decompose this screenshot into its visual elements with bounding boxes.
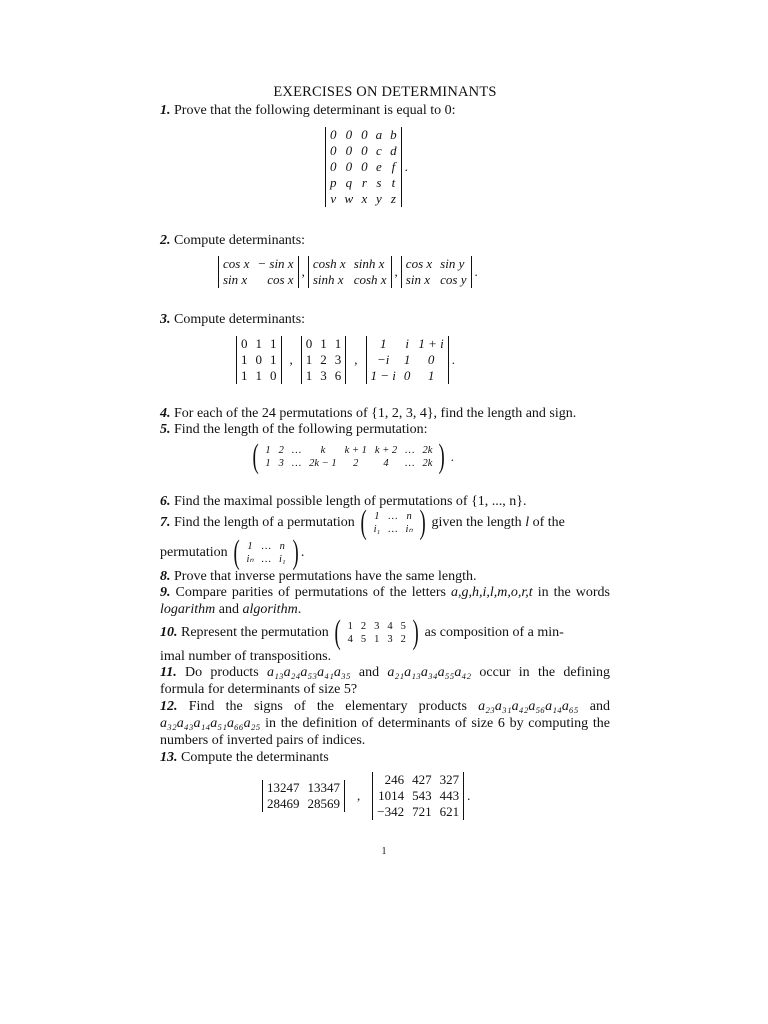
matrix-entry: y: [376, 191, 382, 206]
elementary-product: a₂₁a₁₃a₃₄a₅₅a₄₂: [387, 665, 472, 680]
exercise-9: [160, 584, 610, 618]
matrix-entry: …: [291, 445, 302, 456]
matrix-entry: …: [291, 458, 302, 469]
matrix-entry: 0: [305, 336, 313, 351]
matrix-row: [242, 553, 289, 566]
matrix-entry: iₙ: [246, 554, 254, 565]
matrix-row: [373, 788, 464, 804]
matrix-entry: 1: [403, 352, 411, 367]
determinant-3x3-a: [236, 336, 282, 384]
elementary-product: a₃₂a₄₃a₁₄a₅₁a₆₆a₂₅: [160, 716, 261, 731]
exercise-text: Compare parities of permutations of the letters: [170, 585, 451, 600]
matrix-entry: d: [390, 143, 397, 158]
matrix-entry: 0: [270, 368, 277, 383]
exercise-text: Prove that inverse permutations have the same length.: [170, 569, 477, 584]
matrix-entry: 0: [241, 336, 248, 351]
exercise-number: 10.: [160, 625, 178, 641]
exercise-text: Prove that the following determinant is equal to 0:: [170, 103, 456, 118]
exercise-text: Find the maximal possible length of permutations of {1, ..., n}.: [170, 494, 527, 509]
matrix-entry: 2k − 1: [309, 458, 337, 469]
exercise-5: [160, 421, 610, 438]
matrix-entry: 443: [439, 788, 460, 803]
matrix-entry: k: [320, 445, 326, 456]
matrix-row: [366, 368, 448, 384]
matrix-row: [263, 780, 345, 796]
matrix-entry: 1: [427, 368, 435, 383]
matrix-entry: 1: [374, 511, 380, 522]
matrix-entry: 1: [255, 368, 262, 383]
matrix-entry: 543: [412, 788, 432, 803]
matrix-entry: r: [361, 175, 367, 190]
matrix-entry: 427: [412, 772, 432, 787]
exercise-text: Compute determinants:: [170, 312, 306, 327]
exercise-number: 9.: [160, 585, 171, 600]
matrix-entry: cosh x: [353, 272, 387, 287]
matrix-entry: 2: [360, 621, 367, 632]
matrix-entry: n: [279, 541, 285, 552]
letters: a,g,h,i,l,m,o,r,t: [451, 585, 533, 600]
matrix-entry: sinh x: [353, 256, 385, 271]
math-variable: l: [525, 515, 530, 531]
page-number: 1: [381, 846, 387, 857]
page-title: EXERCISES ON DETERMINANTS: [273, 84, 497, 100]
exercise-7-cont: permutation ( 1 … n iₙ … i₁ ) .: [160, 534, 305, 571]
matrix-entry: 1: [305, 352, 313, 367]
exercise-text: permutation: [160, 545, 228, 561]
matrix-entry: cos x: [267, 272, 294, 287]
matrix-entry: 0: [361, 127, 368, 142]
matrix-entry: f: [391, 159, 396, 174]
determinant-3x3-numeric: [372, 772, 464, 820]
matrix-entry: 5: [360, 634, 367, 645]
matrix-row: [370, 523, 417, 536]
matrix-row: [263, 796, 345, 812]
matrix-entry: i₁: [278, 554, 286, 565]
matrix-row: [326, 175, 402, 191]
matrix-entry: cos y: [440, 272, 467, 287]
exercise-12: [160, 698, 610, 749]
matrix-entry: n: [406, 511, 412, 522]
matrix-row: [401, 272, 471, 288]
matrix-row: [261, 444, 436, 457]
matrix-entry: z: [390, 191, 396, 206]
matrix-entry: …: [388, 511, 398, 522]
matrix-row: [366, 352, 448, 368]
matrix-entry: e: [376, 159, 382, 174]
matrix-row: [373, 804, 464, 820]
matrix-entry: 0: [330, 143, 337, 158]
matrix-entry: 1: [320, 336, 327, 351]
matrix-entry: i₁: [373, 524, 381, 535]
matrix-entry: 0: [427, 352, 435, 367]
matrix-entry: cos x: [223, 256, 250, 271]
matrix-entry: iₙ: [405, 524, 413, 535]
matrix-entry: 621: [439, 804, 460, 819]
matrix-entry: 5: [400, 621, 406, 632]
matrix-entry: 1: [241, 352, 248, 367]
matrix-entry: sin y: [440, 256, 465, 271]
matrix-entry: 0: [361, 159, 368, 174]
matrix-entry: 1: [241, 368, 248, 383]
matrix-row: [301, 368, 346, 384]
exercise-text: Do products: [176, 665, 267, 680]
matrix-entry: 4: [347, 634, 353, 645]
matrix-entry: 1: [265, 458, 271, 469]
matrix-row: [237, 352, 282, 368]
matrix-row: [326, 127, 402, 143]
matrix-entry: 327: [439, 772, 460, 787]
matrix-entry: 13247: [267, 780, 300, 795]
matrix-entry: 0: [345, 159, 353, 174]
matrix-entry: 3: [374, 621, 380, 632]
determinant-1: 0 0 0 a b 0 0 0 c d 0 0 0 e f p q r s t v w x y z.: [325, 127, 411, 207]
exercise-number: 6.: [160, 494, 171, 509]
exercise-3: [160, 311, 610, 328]
exercise-number: 1.: [160, 103, 171, 118]
matrix-entry: 2: [278, 445, 284, 456]
exercise-text: Find the length of the following permutation:: [170, 422, 428, 437]
exercise-text: of the: [529, 515, 565, 531]
determinant-2x2-numeric: [262, 780, 345, 812]
permutation-matrix: [261, 444, 436, 470]
matrix-row: [373, 772, 464, 788]
matrix-entry: 4: [387, 621, 393, 632]
matrix-row: [219, 272, 299, 288]
exercise-text: For each of the 24 permutations of {1, 2, 3, 4}, find the length and sign.: [170, 406, 577, 421]
exercise-text: imal number of transpositions.: [160, 649, 332, 664]
exercise-1: [160, 102, 610, 119]
determinant-3x3-complex: [366, 336, 449, 384]
matrix-entry: 2: [353, 458, 359, 469]
exercise-text: .: [297, 602, 302, 617]
exercise-text: occur in the defining formula for determinants of size 5?: [160, 665, 610, 697]
exercise-11: [160, 664, 610, 698]
matrix-row: [301, 336, 346, 352]
exercise-text: Compute determinants:: [170, 233, 306, 248]
matrix-entry: 2: [400, 634, 406, 645]
matrix-row: [237, 336, 282, 352]
matrix-entry: i: [405, 336, 409, 351]
exercise-text: Compute the determinants: [177, 750, 329, 765]
matrix-entry: v: [330, 191, 337, 206]
matrix-row: [344, 633, 410, 646]
determinant-mixed-trig: [401, 256, 472, 288]
matrix-row: [219, 256, 299, 272]
matrix-entry: 721: [412, 804, 432, 819]
exercise-text: in the words: [532, 585, 610, 600]
exercise-13: [160, 749, 610, 766]
exercise-number: 13.: [160, 750, 178, 765]
matrix-row: [301, 352, 346, 368]
matrix-entry: 2k: [422, 445, 433, 456]
exercise-number: 11.: [160, 665, 177, 680]
matrix-entry: −342: [377, 804, 405, 819]
exercise-10-cont: [160, 648, 610, 665]
determinant-hyperbolic: [308, 256, 392, 288]
matrix-entry: x: [361, 191, 368, 206]
matrix-row: [242, 540, 289, 553]
elementary-product: a₁₃a₂₄a₅₃a₄₁a₃₅: [266, 665, 351, 680]
exercise-7: 7. Find the length of a permutation ( 1 … n i₁ … iₙ ) given the length l of the: [160, 504, 565, 541]
matrix-entry: sin x: [405, 272, 430, 287]
matrix-entry: k + 1: [344, 445, 367, 456]
exercise-text: Find the signs of the elementary products: [177, 699, 479, 714]
matrix-row: [366, 336, 448, 352]
matrix-entry: 0: [330, 159, 337, 174]
matrix-entry: 246: [384, 772, 405, 787]
matrix-row: [237, 368, 282, 384]
exercise-2: [160, 232, 610, 249]
matrix-entry: 6: [334, 368, 342, 383]
matrix-entry: 1: [255, 336, 262, 351]
exercise-text: and: [578, 699, 610, 714]
matrix-entry: 3: [334, 352, 342, 367]
matrix-entry: 1: [265, 445, 271, 456]
matrix-row: [344, 620, 410, 633]
matrix-entry: q: [345, 175, 353, 190]
determinants-2: cos x − sin x sin x cos x,cosh x sinh x sinh x cosh x,cos x sin y sin x cos y.: [218, 256, 481, 288]
matrix-entry: t: [391, 175, 396, 190]
matrix-entry: 1: [270, 336, 277, 351]
matrix-entry: c: [376, 143, 382, 158]
matrix-entry: 1: [374, 634, 380, 645]
matrix-entry: sinh x: [312, 272, 344, 287]
word-logarithm: logarithm: [160, 602, 216, 617]
determinant-5x5: [325, 127, 402, 207]
exercise-4: [160, 405, 610, 422]
exercise-number: 2.: [160, 233, 171, 248]
matrix-entry: …: [261, 554, 271, 565]
permutation-matrix: [242, 540, 289, 566]
matrix-entry: 1: [247, 541, 253, 552]
matrix-entry: 1: [379, 336, 387, 351]
matrix-entry: k + 2: [374, 445, 398, 456]
matrix-entry: cosh x: [312, 256, 346, 271]
matrix-entry: sin x: [223, 272, 248, 287]
exercise-number: 4.: [160, 406, 171, 421]
exercise-number: 12.: [160, 699, 178, 714]
matrix-entry: − sin x: [257, 256, 294, 271]
matrix-entry: 3: [387, 634, 393, 645]
matrix-entry: 0: [345, 127, 353, 142]
matrix-row: [326, 159, 402, 175]
exercise-8: [160, 568, 610, 585]
permutation-matrix: [344, 620, 410, 646]
exercise-number: 5.: [160, 422, 171, 437]
exercise-text: in the definition of determinants of size 6 by computing the numbers of inverted pairs of indices.: [160, 716, 610, 748]
matrix-row: [308, 256, 391, 272]
matrix-entry: 4: [383, 458, 389, 469]
matrix-entry: 1014: [378, 788, 405, 803]
matrix-entry: −i: [377, 352, 390, 367]
matrix-entry: 2k: [422, 458, 433, 469]
matrix-entry: 1: [347, 621, 353, 632]
matrix-entry: 2: [320, 352, 327, 367]
matrix-row: [326, 143, 402, 159]
matrix-entry: cos x: [405, 256, 433, 271]
determinants-13: 13247 13347 28469 28569,246 427 327 1014 543 443 −342 721 621.: [262, 772, 473, 820]
determinants-3: 0 1 1 1 0 1 1 1 0,0 1 1 1 2 3 1 3 6,1 i 1 + i −i 1 0 1 − i 0 1.: [236, 336, 458, 384]
matrix-entry: b: [390, 127, 397, 142]
matrix-entry: s: [376, 175, 382, 190]
matrix-entry: p: [330, 175, 337, 190]
word-algorithm: algorithm: [242, 602, 298, 617]
matrix-row: [308, 272, 391, 288]
matrix-entry: 28469: [267, 796, 300, 811]
matrix-row: [326, 191, 402, 207]
exercise-text: and: [350, 665, 388, 680]
exercise-number: 7.: [160, 515, 171, 531]
matrix-entry: 1 − i: [370, 368, 396, 383]
matrix-entry: …: [405, 445, 415, 456]
matrix-entry: 1: [305, 368, 313, 383]
exercise-text: Find the length of a permutation: [170, 515, 355, 531]
matrix-entry: …: [405, 458, 415, 469]
matrix-entry: 0: [345, 143, 353, 158]
permutation-5: ( 1 2 … k k + 1 k + 2 … 2k 1 3 … 2k − 1 2 4 … 2k ) .: [252, 438, 455, 475]
matrix-entry: 1 + i: [418, 336, 444, 351]
matrix-entry: …: [388, 524, 398, 535]
matrix-entry: 28569: [307, 796, 340, 811]
matrix-entry: w: [344, 191, 354, 206]
elementary-product: a₂₃a₃₁a₄₂a₅₆a₁₄a₆₅: [478, 699, 579, 714]
matrix-entry: 13347: [307, 780, 340, 795]
matrix-row: [261, 457, 436, 470]
matrix-entry: 0: [330, 127, 337, 142]
determinant-trig: [218, 256, 299, 288]
matrix-entry: 0: [403, 368, 411, 383]
permutation-matrix: [370, 510, 417, 536]
matrix-entry: 0: [255, 352, 262, 367]
exercise-text: as composition of a min-: [421, 625, 564, 641]
determinant-3x3-b: [301, 336, 347, 384]
matrix-row: [401, 256, 471, 272]
matrix-entry: 3: [320, 368, 327, 383]
exercise-text: given the length: [427, 515, 526, 531]
exercise-text: Represent the permutation: [177, 625, 329, 641]
exercise-text: and: [215, 602, 243, 617]
matrix-entry: 1: [334, 336, 342, 351]
matrix-entry: …: [261, 541, 271, 552]
exercise-number: 3.: [160, 312, 171, 327]
matrix-entry: 1: [270, 352, 277, 367]
matrix-entry: 3: [278, 458, 284, 469]
matrix-entry: 0: [361, 143, 368, 158]
matrix-entry: a: [375, 127, 383, 142]
exercise-number: 8.: [160, 569, 171, 584]
matrix-row: [370, 510, 417, 523]
exercise-10: 10. Represent the permutation ( 1 2 3 4 5 4 5 1 3 2 ) as composition of a min-: [160, 614, 564, 651]
